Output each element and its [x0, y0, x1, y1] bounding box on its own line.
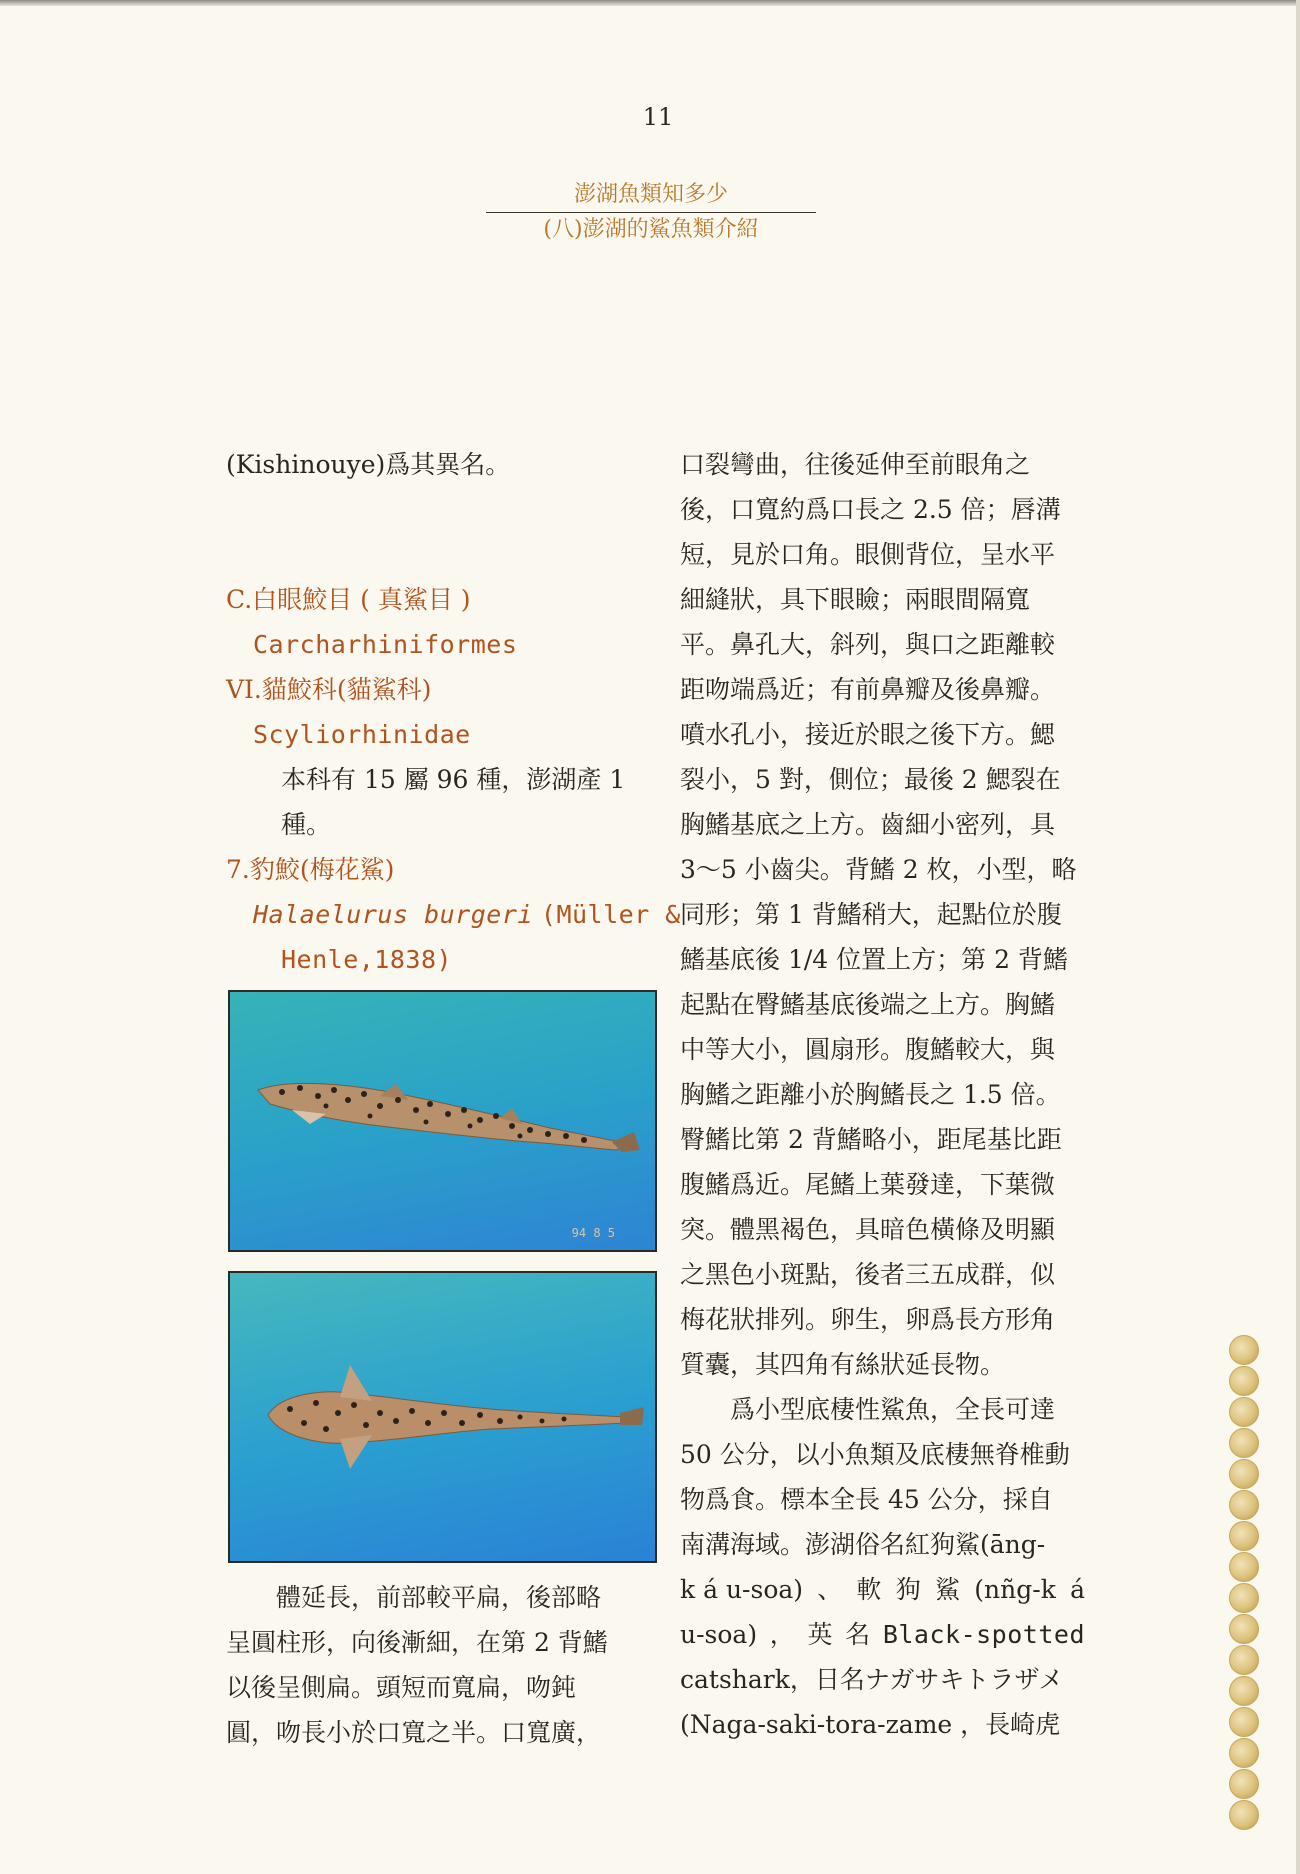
running-header: [486, 180, 816, 245]
decorative-coin: [1229, 1552, 1259, 1582]
japanese-name-line-cont: (Naga-saki-tora-zame ，長崎虎: [680, 1710, 1061, 1739]
spacer: [226, 487, 656, 577]
description-line: 之黑色小斑點，後者三五成群，似: [680, 1260, 1056, 1289]
family-note-cont: 種。: [281, 810, 332, 839]
order-heading: C.白眼鮫目 ( 真鯊目 ): [226, 585, 471, 614]
token: 英: [807, 1620, 833, 1649]
token: 名: [845, 1620, 871, 1649]
description-line: 胸鰭基底之上方。齒細小密列，具: [680, 810, 1056, 839]
token: u-soa): [680, 1620, 758, 1649]
family-latin-name: Scyliorhinidae: [253, 720, 471, 749]
decorative-coin: [1229, 1676, 1259, 1706]
description-line: 距吻端爲近；有前鼻瓣及後鼻瓣。: [680, 675, 1056, 704]
family-heading: VI.貓鮫科(貓鯊科): [226, 675, 432, 704]
token: á: [1070, 1575, 1085, 1604]
decorative-coin: [1229, 1738, 1259, 1768]
token: ，: [769, 1620, 795, 1649]
description-line: 同形；第 1 背鰭稍大，起點位於腹: [680, 900, 1062, 929]
order-latin-name: Carcharhiniformes: [253, 630, 518, 659]
description-line: 胸鰭之距離小於胸鰭長之 1.5 倍。: [680, 1080, 1061, 1109]
japanese-name-line: catshark，日名ナガサキトラザメ: [680, 1665, 1064, 1694]
description-line: 細縫狀，具下眼瞼；兩眼間隔寬: [680, 585, 1031, 614]
description-line: 中等大小，圓扇形。腹鰭較大，與: [680, 1035, 1056, 1064]
description-line: 3～5 小齒尖。背鰭 2 枚，小型，略: [680, 855, 1077, 884]
description-line: 噴水孔小，接近於眼之後下方。鰓: [680, 720, 1056, 749]
decorative-coin: [1229, 1614, 1259, 1644]
family-note: 本科有 15 屬 96 種，澎湖產 1: [281, 765, 626, 794]
decorative-coin: [1229, 1800, 1259, 1830]
species-scientific-name: [226, 892, 681, 937]
token: 鯊: [935, 1575, 961, 1604]
decorative-coin: [1229, 1769, 1259, 1799]
token: Black-spotted: [882, 1620, 1085, 1649]
token: 狗: [895, 1575, 921, 1604]
shark-lateral-illustration: [230, 992, 655, 1250]
page-edge-top: [0, 0, 1300, 6]
common-names-line: [680, 1567, 1085, 1612]
decorative-coin: [1229, 1521, 1259, 1551]
description-line: 平。鼻孔大，斜列，與口之距離較: [680, 630, 1056, 659]
decorative-coin: [1229, 1645, 1259, 1675]
shark-photo-dorsal: [228, 1271, 657, 1563]
right-column: [680, 442, 1085, 1747]
token: 軟: [856, 1575, 882, 1604]
page-number: 11: [642, 103, 674, 131]
description-paragraph: [680, 442, 1085, 1387]
header-rule: [486, 212, 816, 213]
description-line: 質囊，其四角有絲狀延長物。: [680, 1350, 1006, 1379]
decorative-coin: [1229, 1366, 1259, 1396]
description-line: 裂小，5 對，側位；最後 2 鰓裂在: [680, 765, 1061, 794]
shark-dorsal-illustration: [230, 1273, 655, 1561]
decorative-coin: [1229, 1397, 1259, 1427]
body-line: 體延長，前部較平扁，後部略: [276, 1583, 602, 1612]
page-edge-right: [1296, 0, 1300, 1874]
body-line: 以後呈側扁。頭短而寬扁，吻鈍: [226, 1673, 577, 1702]
body-line: 呈圓柱形，向後漸細，在第 2 背鰭: [226, 1628, 608, 1657]
body-line: 圓，吻長小於口寬之半。口寬廣，: [226, 1718, 602, 1747]
description-line: 短，見於口角。眼側背位，呈水平: [680, 540, 1056, 569]
decorative-coin: [1229, 1459, 1259, 1489]
decorative-coin: [1229, 1707, 1259, 1737]
decorative-coin-strip: [1226, 1335, 1262, 1831]
photo-date-stamp: 94 8 5: [571, 1226, 615, 1240]
token: (nñg-k: [974, 1575, 1056, 1604]
description-line: 突。體黑褐色，具暗色橫條及明顯: [680, 1215, 1056, 1244]
section-subtitle: (八)澎湖的鯊魚類介紹: [543, 217, 759, 242]
decorative-coin: [1229, 1490, 1259, 1520]
species-author-cont: Henle,1838): [281, 945, 453, 974]
species-author: (Müller &: [540, 900, 681, 929]
left-column-body: [226, 1575, 656, 1755]
species-heading: 7.豹鮫(梅花鯊): [226, 855, 395, 884]
species-latin: Halaelurus burgeri: [253, 900, 533, 929]
habitat-line: 50 公分，以小魚類及底棲無脊椎動: [680, 1440, 1070, 1469]
shark-photo-lateral: [228, 990, 657, 1252]
description-line: 腹鰭爲近。尾鰭上葉發達，下葉微: [680, 1170, 1056, 1199]
description-line: 臀鰭比第 2 背鰭略小，距尾基比距: [680, 1125, 1062, 1154]
description-line: 鰭基底後 1/4 位置上方；第 2 背鰭: [680, 945, 1068, 974]
habitat-line: 爲小型底棲性鯊魚，全長可達: [730, 1395, 1056, 1424]
left-column: [226, 442, 681, 982]
english-name-line: [680, 1612, 1085, 1657]
habitat-line: 南溝海域。澎湖俗名紅狗鯊(āng-: [680, 1530, 1046, 1559]
decorative-coin: [1229, 1583, 1259, 1613]
intro-line: (Kishinouye)爲其異名。: [226, 450, 511, 479]
decorative-coin: [1229, 1428, 1259, 1458]
description-line: 後，口寬約爲口長之 2.5 倍；唇溝: [680, 495, 1061, 524]
description-line: 口裂彎曲，往後延伸至前眼角之: [680, 450, 1031, 479]
token: k á u-soa): [680, 1575, 804, 1604]
decorative-coin: [1229, 1335, 1259, 1365]
description-line: 梅花狀排列。卵生，卵爲長方形角: [680, 1305, 1056, 1334]
series-title: 澎湖魚類知多少: [573, 182, 728, 207]
token: 、: [817, 1575, 843, 1604]
description-line: 起點在臀鰭基底後端之上方。胸鰭: [680, 990, 1056, 1019]
habitat-line: 物爲食。標本全長 45 公分，採自: [680, 1485, 1053, 1514]
